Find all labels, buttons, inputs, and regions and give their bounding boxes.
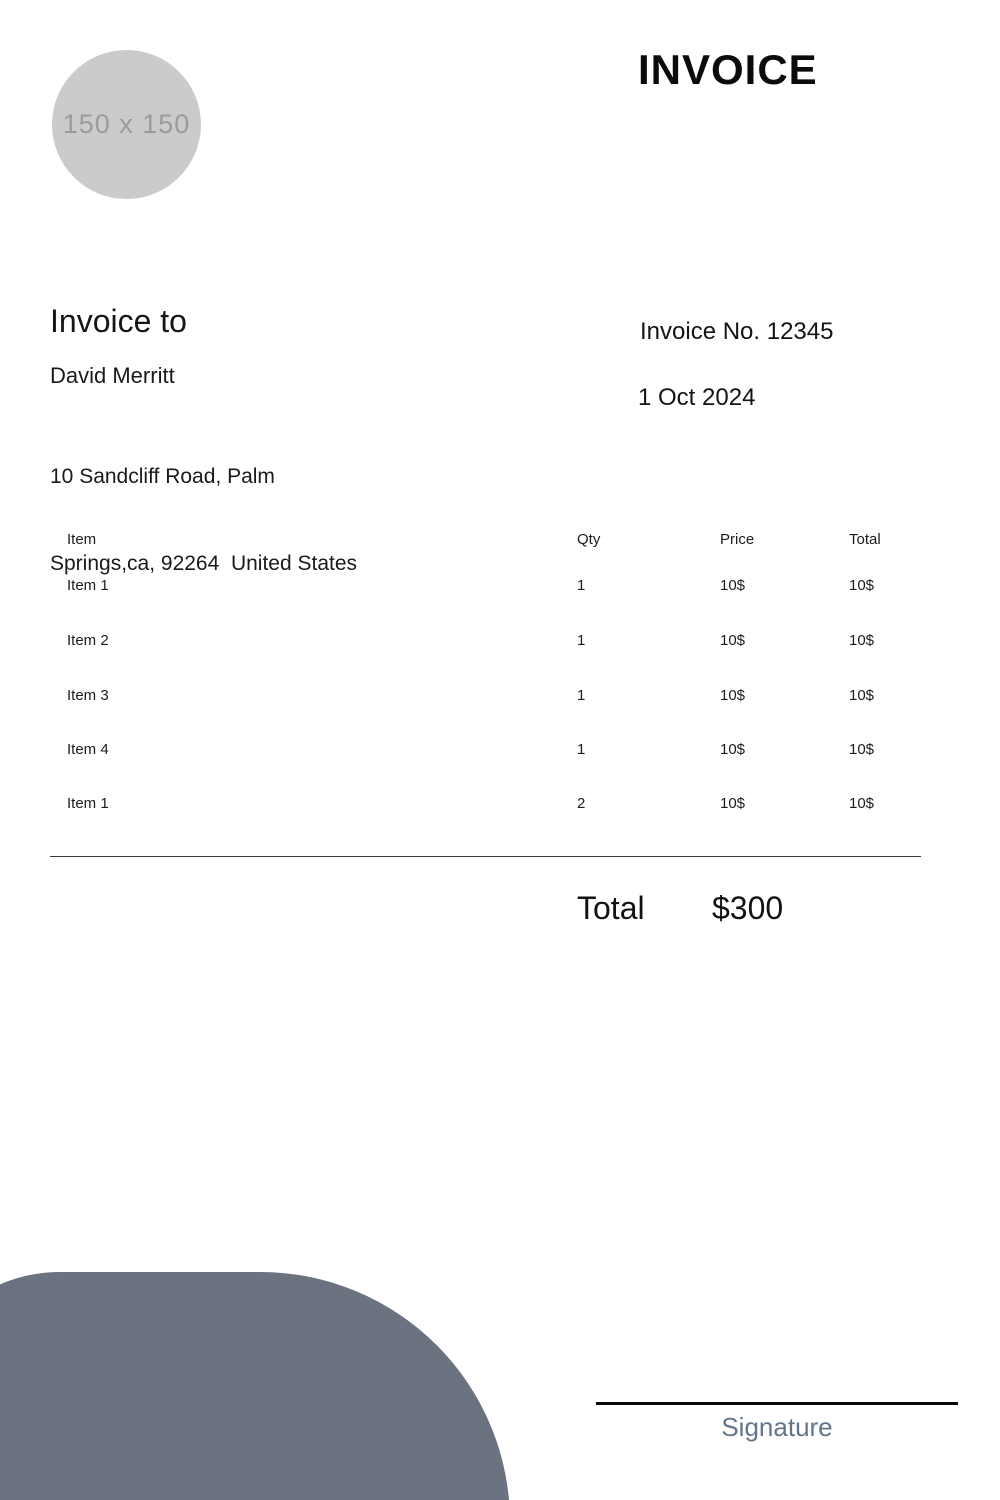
cell-total: 10$ [849, 741, 875, 758]
cell-item: Item 2 [67, 632, 109, 649]
logo-placeholder-text: 150 x 150 [62, 109, 191, 139]
cell-qty: 1 [577, 632, 586, 649]
cell-item: Item 1 [67, 577, 109, 594]
cell-qty: 2 [577, 795, 586, 812]
signature-label: Signature [721, 1412, 833, 1442]
table-row [0, 632, 1000, 654]
invoice-number: Invoice No. 12345 [640, 318, 834, 345]
cell-total: 10$ [849, 795, 875, 812]
cell-total: 10$ [849, 577, 875, 594]
cell-item: Item 1 [67, 795, 109, 812]
cell-price: 10$ [720, 795, 746, 812]
cell-price: 10$ [720, 687, 746, 704]
invoice-title: INVOICE [638, 46, 818, 93]
table-row [0, 795, 1000, 817]
column-header-price: Price [720, 531, 755, 548]
total-value: $300 [712, 890, 784, 926]
table-divider [50, 856, 921, 857]
invoice-date: 1 Oct 2024 [638, 384, 756, 411]
column-header-item: Item [67, 531, 97, 548]
billing-address-line2: Springs,ca, 92264 United States [50, 552, 358, 575]
cell-item: Item 4 [67, 741, 109, 758]
cell-item: Item 3 [67, 687, 109, 704]
billing-heading: Invoice to [50, 303, 187, 339]
billing-address-line1: 10 Sandcliff Road, Palm [50, 465, 275, 488]
table-row [0, 687, 1000, 709]
logo-placeholder [52, 50, 201, 199]
cell-qty: 1 [577, 741, 586, 758]
table-header-row [0, 531, 1000, 553]
column-header-total: Total [849, 531, 881, 548]
billing-name: David Merritt [50, 363, 175, 388]
cell-qty: 1 [577, 577, 586, 594]
table-row [0, 741, 1000, 763]
cell-price: 10$ [720, 632, 746, 649]
signature-line [596, 1402, 958, 1443]
accent-shape [0, 1272, 510, 1500]
table-row [0, 577, 1000, 599]
cell-price: 10$ [720, 577, 746, 594]
cell-qty: 1 [577, 687, 586, 704]
cell-price: 10$ [720, 741, 746, 758]
column-header-qty: Qty [577, 531, 601, 548]
cell-total: 10$ [849, 632, 875, 649]
cell-total: 10$ [849, 687, 875, 704]
total-label: Total [577, 890, 645, 926]
billing-address [50, 404, 357, 636]
